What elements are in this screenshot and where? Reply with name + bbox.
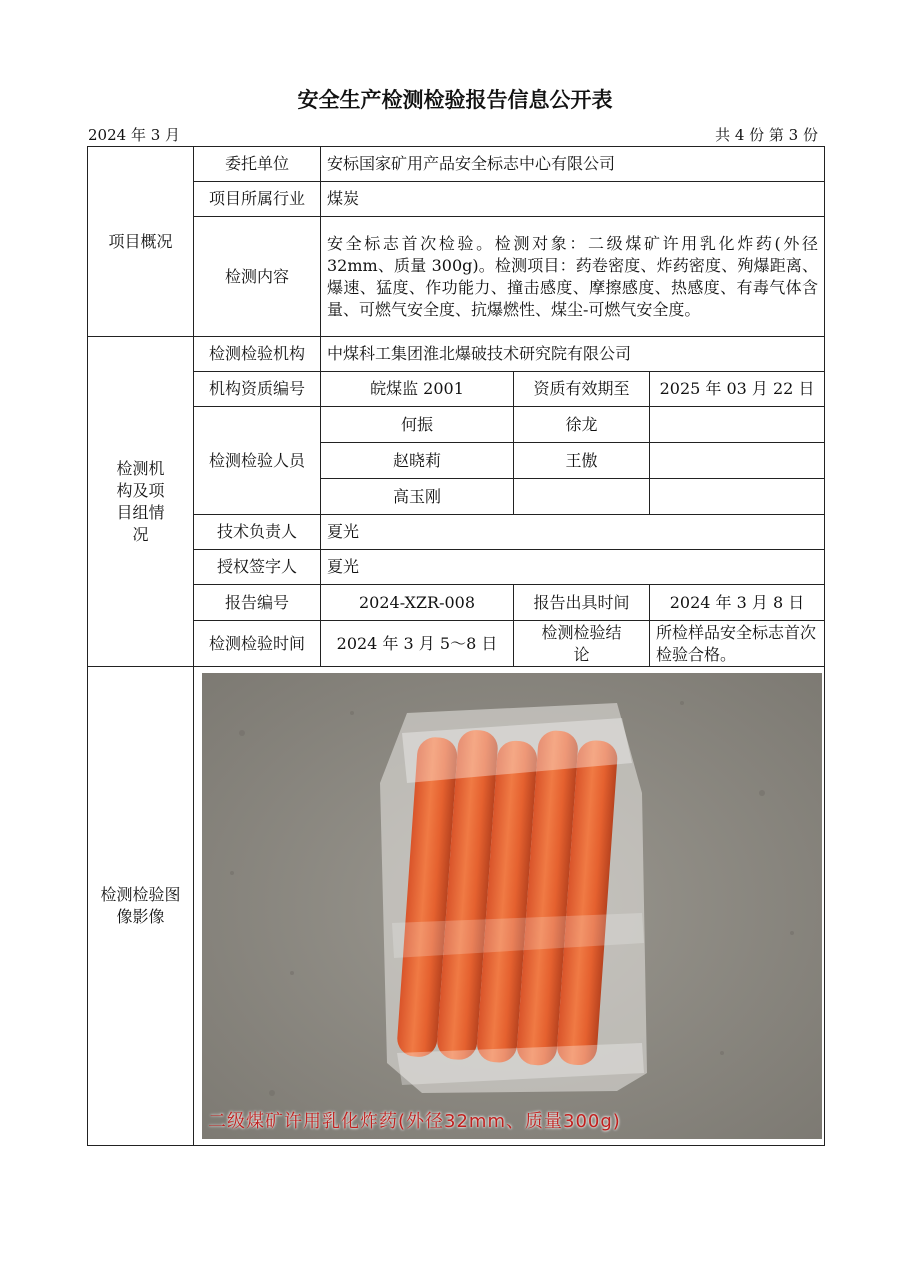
conclusion-label: 检测检验结论 <box>514 621 650 667</box>
valid-label: 资质有效期至 <box>514 372 650 407</box>
tech-label: 技术负责人 <box>194 515 321 550</box>
valid-value: 2025 年 03 月 22 日 <box>650 372 825 407</box>
page-title: 安全生产检测检验报告信息公开表 <box>297 88 613 112</box>
org-label: 检测检验机构 <box>194 337 321 372</box>
cert-label: 机构资质编号 <box>194 372 321 407</box>
staff-member: 王傲 <box>514 443 650 479</box>
industry-value: 煤炭 <box>321 182 825 217</box>
sign-value: 夏光 <box>321 550 825 585</box>
test-time-value: 2024 年 3 月 5～8 日 <box>321 621 514 667</box>
photo-cell <box>194 667 825 1146</box>
institution-section-label: 检测机构及项目组情况 <box>88 337 194 667</box>
report-no-label: 报告编号 <box>194 585 321 621</box>
staff-member: 何振 <box>321 407 514 443</box>
empty-cell <box>650 479 825 515</box>
content-label: 检测内容 <box>194 217 321 337</box>
image-section-label: 检测检验图像影像 <box>88 667 194 1146</box>
sign-label: 授权签字人 <box>194 550 321 585</box>
issue-label: 报告出具时间 <box>514 585 650 621</box>
staff-label: 检测检验人员 <box>194 407 321 515</box>
report-date: 2024 年 3 月 <box>88 126 181 144</box>
photo-caption: 二级煤矿许用乳化炸药(外径32mm、质量300g) <box>208 1111 621 1132</box>
test-time-label: 检测检验时间 <box>194 621 321 667</box>
staff-member: 高玉刚 <box>321 479 514 515</box>
explosive-package-illustration <box>202 673 822 1139</box>
conclusion-value: 所检样品安全标志首次检验合格。 <box>650 621 825 667</box>
issue-value: 2024 年 3 月 8 日 <box>650 585 825 621</box>
client-value: 安标国家矿用产品安全标志中心有限公司 <box>321 147 825 182</box>
staff-member: 赵晓莉 <box>321 443 514 479</box>
report-no-value: 2024-XZR-008 <box>321 585 514 621</box>
empty-cell <box>514 479 650 515</box>
copy-count: 共 4 份 第 3 份 <box>715 126 818 144</box>
cert-value: 皖煤监 2001 <box>321 372 514 407</box>
staff-member: 徐龙 <box>514 407 650 443</box>
client-label: 委托单位 <box>194 147 321 182</box>
industry-label: 项目所属行业 <box>194 182 321 217</box>
overview-section-label: 项目概况 <box>88 147 194 337</box>
org-value: 中煤科工集团淮北爆破技术研究院有限公司 <box>321 337 825 372</box>
empty-cell <box>650 407 825 443</box>
tech-value: 夏光 <box>321 515 825 550</box>
empty-cell <box>650 443 825 479</box>
sample-photo <box>202 673 822 1139</box>
content-value: 安全标志首次检验。检测对象：二级煤矿许用乳化炸药(外径 32mm、质量 300g)。检测项目：药卷密度、炸药密度、殉爆距离、爆速、猛度、作功能力、撞击感度、摩擦感度、热感度、有毒气体含量、可燃气安全度、抗爆燃性、煤尘-可燃气安全度。 <box>321 217 825 337</box>
report-table <box>87 146 825 1146</box>
